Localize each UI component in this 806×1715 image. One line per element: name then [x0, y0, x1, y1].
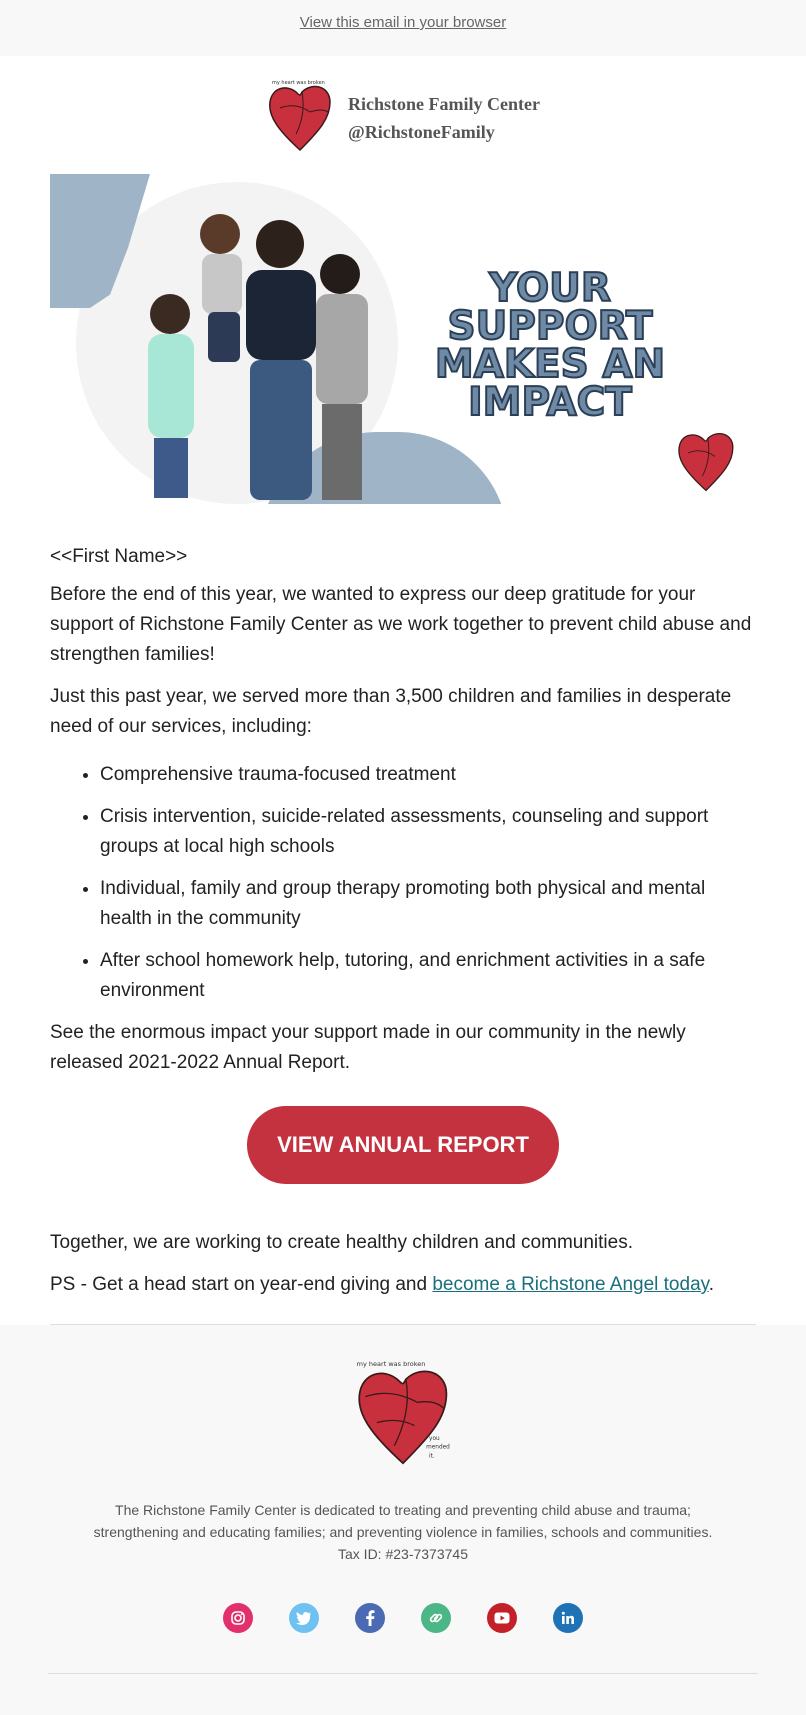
footer-mission [53, 1499, 753, 1565]
list-item: • Individual, family and group therapy promoting both physical and mental health in the community [100, 874, 756, 934]
svg-text:you: you [429, 1436, 440, 1443]
list-item: • Comprehensive trauma-focused treatment [100, 760, 756, 790]
heart-logo-icon [266, 78, 334, 154]
svg-text:mended: mended [426, 1444, 450, 1451]
footer-divider [48, 1673, 758, 1674]
ps-suffix: . [708, 1274, 715, 1295]
social-links [0, 1603, 806, 1633]
mission-line2: strengthening and educating families; and preventing violence in families, schools and communities. [93, 1524, 713, 1540]
paragraph-served: Just this past year, we served more than 3,500 children and families in desperate need of our services, including: [50, 686, 732, 737]
paragraph-gratitude: Before the end of this year, we wanted to express our deep gratitude for your support of Richstone Family Center as we work together to prevent child abuse and strengthen families! [50, 584, 752, 665]
link-icon[interactable] [421, 1603, 451, 1633]
greeting: <<First Name>> [50, 546, 188, 567]
tax-id: Tax ID: #23-7373745 [338, 1546, 468, 1562]
heart-logo-icon [674, 426, 738, 494]
list-item: • After school homework help, tutoring, and enrichment activities in a safe environment [100, 946, 756, 1006]
org-name: Richstone Family Center [348, 94, 540, 114]
svg-text:my heart was broken: my heart was broken [272, 80, 325, 86]
twitter-icon[interactable] [289, 1603, 319, 1633]
view-in-browser-link[interactable]: View this email in your browser [299, 14, 507, 31]
hero-headline-line3: IMPACT [468, 380, 632, 425]
heart-logo-icon [351, 1359, 455, 1469]
view-annual-report-button[interactable]: VIEW ANNUAL REPORT [247, 1106, 559, 1184]
list-item: • Crisis intervention, suicide-related assessments, counseling and support groups at local high schools [100, 802, 756, 862]
svg-text:my heart was broken: my heart was broken [356, 1360, 426, 1369]
facebook-icon[interactable] [355, 1603, 385, 1633]
footer [0, 1325, 806, 1685]
email-body [0, 56, 806, 1685]
mission-line1: The Richstone Family Center is dedicated to treating and preventing child abuse and trauma; [115, 1502, 691, 1518]
org-handle: @RichstoneFamily [348, 122, 495, 142]
message-content [0, 504, 806, 1325]
hero-banner [50, 174, 760, 504]
org-title [348, 90, 540, 146]
header [0, 56, 806, 174]
youtube-icon[interactable] [487, 1603, 517, 1633]
services-list [100, 760, 756, 1006]
become-angel-link[interactable]: become a Richstone Angel today [432, 1274, 709, 1295]
cta-wrapper [50, 1090, 756, 1228]
instagram-icon[interactable] [223, 1603, 253, 1633]
family-photo [90, 194, 390, 504]
paragraph-together: Together, we are working to create healthy children and communities. [50, 1232, 633, 1253]
hero-headline-line1: YOUR SUPPORT [447, 266, 653, 349]
hero-headline [385, 266, 715, 425]
ps-prefix: PS - Get a head start on year-end giving and [50, 1274, 433, 1295]
paragraph-report: See the enormous impact your support made in our community in the newly released 2021-2022 Annual Report. [50, 1022, 686, 1073]
topbar [0, 0, 806, 56]
svg-text:it.: it. [429, 1453, 435, 1460]
linkedin-icon[interactable] [553, 1603, 583, 1633]
paragraph-ps [50, 1270, 756, 1300]
hero-headline-line2: MAKES AN [434, 342, 666, 387]
